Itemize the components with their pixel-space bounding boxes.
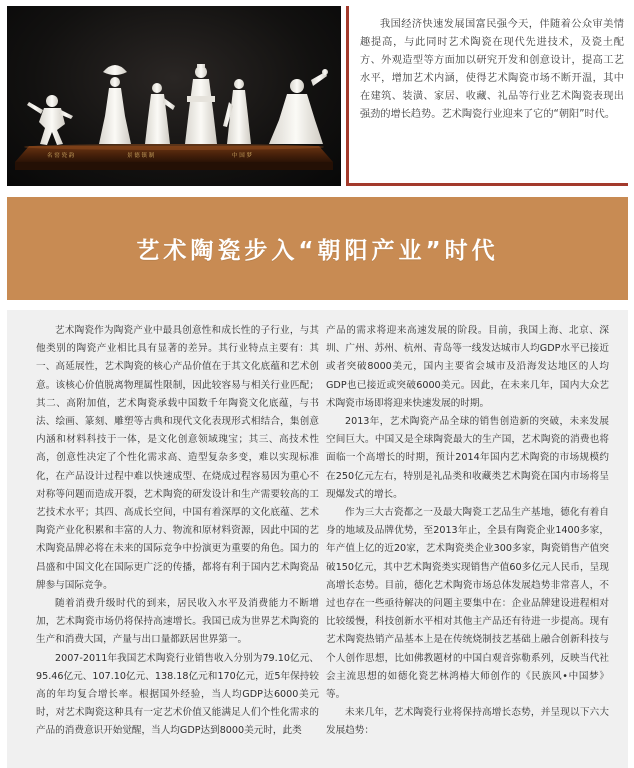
intro-paragraph: 我国经济快速发展国富民强今天，伴随着公众审美情趣提高，与此同时艺术陶瓷在现代先进技术，及瓷土配方、外观造型等方面加以研究开发和创意设计，提高工艺水平，增加艺术内涵，使得艺术陶瓷市场不断开温，其中在建筑、装潢、家居、收藏、礼品等行业艺术陶瓷表现出强劲的增长趋势。艺术陶瓷行业迎来了它的“朝阳”时代。 [360,19,624,120]
figurine-warrior [27,95,73,145]
section-title: 艺术陶瓷步入“朝阳产业”时代 [136,238,499,264]
paragraph: 2007-2011年我国艺术陶瓷行业销售收入分别为79.10亿元、95.46亿元、107.10亿元、138.18亿元和170亿元，近5年保持较高的年均复合增长率。根据国外经验，当人均GDP达6000美元时，对艺术陶瓷这种具有一定艺术价值又能满足人们个性化需求的产品的消费意识开始觉醒，当人均GDP达到8000美元时，此类 [36,652,319,737]
figurine-fan-dancer [99,65,131,144]
paragraph: 作为三大古瓷都之一及最大陶瓷工艺品生产基地，德化有着自身的地域及品牌优势，至2013年止，全县有陶瓷企业1400多家，年产值上亿的近20家，艺术陶瓷类企业300多家，陶瓷销售产值突破150亿元，其中艺术陶瓷类实现销售产值60多亿元人民币，呈现高增长态势。目前，德化艺术陶瓷市场总体发展趋势非常喜人，不过也存在一些亟待解决的问题主要集中在：企业品牌建设进程相对比较缓慢，科技创新水平相对其他主产品还有待进一步提高。现有艺术陶瓷热销产品基本上是在传统烧制技艺基础上融合创新科技与个人创作思想，比如佛教题材的中国白观音弥勒系列，反映当代社会主流思想的如德化瓷艺林鸿椿大师创作的《民族风•中国梦》等。 [326,507,609,701]
paragraph: 产品的需求将迎来高速发展的阶段。目前，我国上海、北京、深圳、广州、苏州、杭州、青岛等一线发达城市人均GDP水平已接近或者突破8000美元，国内主要省会城市及沿海发达地区的人均GDP也已接近或突破6000美元。因此，在未来几年，国内大众艺术陶瓷市场即将迎来快速发展的时期。 [326,325,609,409]
plaque-label: 中 国 梦 [232,153,252,159]
article-body [7,310,628,768]
figurine-lady [145,83,175,144]
left-column [36,322,319,741]
plaque-label: 名 窑 瓷 韵 [47,153,75,159]
figurines-illustration [7,6,341,186]
right-column [326,322,609,741]
paragraph: 随着消费升级时代的到来，居民收入水平及消费能力不断增加，艺术陶瓷市场仍将保持高速增长。我国已成为世界艺术陶瓷的生产和消费大国，产量与出口量都跃居世界第一。 [36,598,319,646]
figurine-scholar [185,64,217,144]
section-banner [7,197,628,300]
plaque-label: 景 德 镇 制 [127,153,155,159]
figurine-official [223,79,251,144]
figurine-musician [269,69,328,144]
paragraph: 未来几年，艺术陶瓷行业将保持高增长态势，并呈现以下六大发展趋势： [326,707,609,737]
paragraph: 2013年，艺术陶瓷产品全球的销售创造新的突破，未来发展空间巨大。中国又是全球陶瓷最大的生产国，艺术陶瓷的消费也将面临一个高增长的时期，预计2014年国内艺术陶瓷的市场规模约在250亿元左右，特别是礼品类和收藏类艺术陶瓷在国内市场将呈现爆发式的增长。 [326,416,609,500]
figurines-photo [7,6,341,186]
intro-box [346,6,628,186]
paragraph: 艺术陶瓷作为陶瓷产业中最具创意性和成长性的子行业，与其他类别的陶瓷产业相比具有显著的差异。其行业特点主要有：其一、高延展性，艺术陶瓷的核心产品价值在于其文化底蕴和艺术创意。该核心价值脱离物理属性限制，因此较容易与相关行业匹配；其二、高附加值，艺术陶瓷承载中国数千年陶瓷文化底蕴，与书法、绘画、篆刻、雕塑等古典和现代文化表现形式相结合，集创意内涵和材料科技于一体，是文化创意领域瑰宝；其三、高技术性高，创意性决定了个性化需求高、造型复杂多变，难以实现标准化，在产品设计过程中难以快速成型、在烧成过程容易因为重心不对称等问题而造成开裂，艺术陶瓷的研发设计和生产需要较高的工艺技术水平；其四、高成长空间，中国有着深厚的文化底蕴、艺术陶瓷产业化积累和丰富的人力、物流和原材料资源，因此中国的艺术陶瓷品牌必将在未来的国际竞争中扮演更为重要的角色。国力的昌盛和中国文化在国际更广泛的传播，都将有利于国内艺术陶瓷品牌参与国际竞争。 [36,325,319,591]
intro-accent-bar [346,6,349,183]
